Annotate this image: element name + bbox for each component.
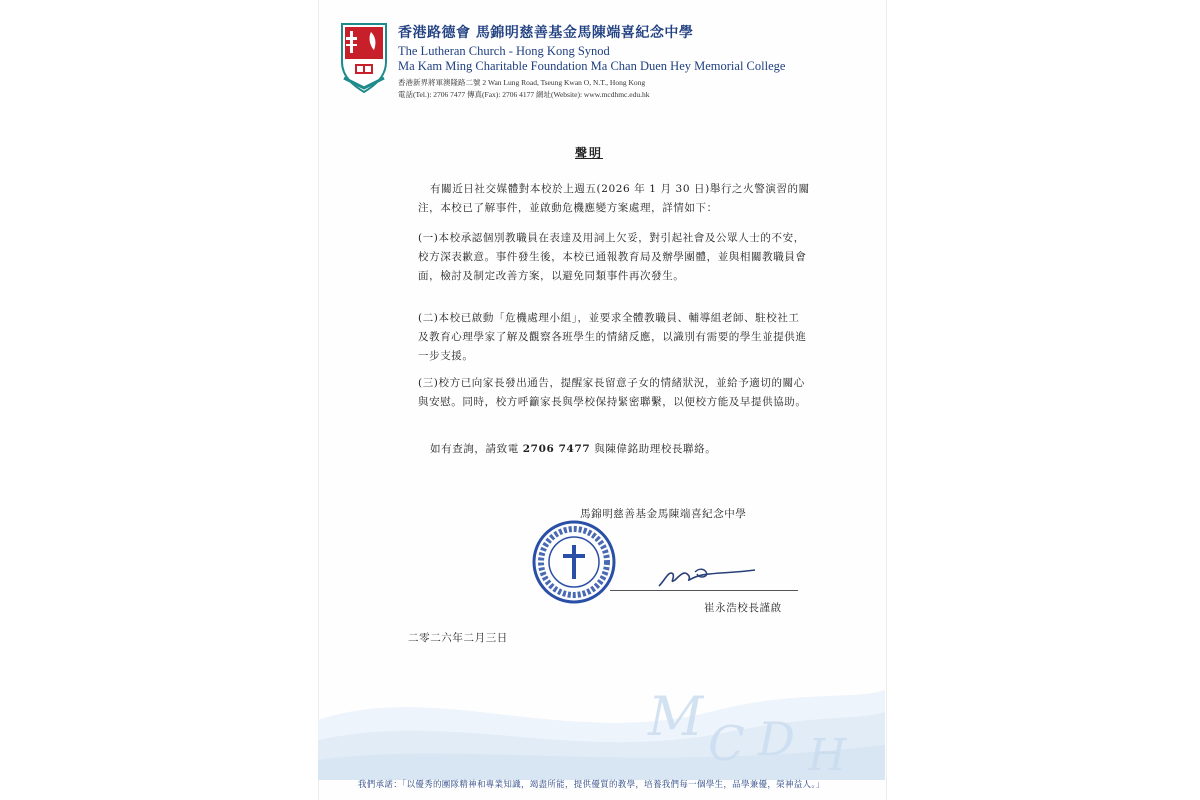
enquiry-suffix: 與陳偉銘助理校長聯絡。 [594, 443, 717, 455]
school-name-english-line1: The Lutheran Church - Hong Kong Synod [398, 44, 610, 58]
statement-title: 聲明 [575, 146, 604, 160]
school-contact-details: 電話(Tel.): 2706 7477 傳真(Fax): 2706 4177 網址(Website): www.mcdhmc.edu.hk [398, 90, 650, 99]
principal-name: 崔永浩校長謹啟 [704, 602, 782, 614]
statement-intro [418, 180, 810, 218]
statement-point-1: (一)本校承認個別教職員在表達及用詞上欠妥，對引起社會及公眾人士的不安，校方深表歉意。事件發生後，本校已通報教育局及辦學團體，並與相關教職員會面，檢討及制定改善方案，以避免同類事件再次發生。 [418, 232, 807, 282]
school-address: 香港新界將軍澳隆路二號 2 Wan Lung Road, Tseung Kwan O, N.T., Hong Kong [398, 78, 646, 87]
letter-date: 二零二六年二月三日 [408, 632, 508, 644]
school-seal-stamp [531, 519, 617, 605]
signature-line [610, 590, 798, 591]
school-name-english-line2: Ma Kam Ming Charitable Foundation Ma Chan Duen Hey Memorial College [398, 59, 786, 73]
school-crest-logo [340, 22, 388, 94]
svg-text:H: H [808, 730, 847, 780]
letterhead [398, 22, 868, 100]
school-name-chinese: 香港路德會 馬錦明慈善基金馬陳端喜紀念中學 [398, 25, 694, 41]
footer-motto: 我們承諾：「以優秀的團隊精神和專業知識，竭盡所能，提供優質的教學，培養我們每一個學生，品學兼優，榮神益人。」 [358, 780, 825, 790]
principal-signature [655, 560, 775, 590]
decorative-wave-background [318, 660, 885, 780]
svg-text:D: D [758, 712, 795, 766]
statement-point-3: (三)校方已向家長發出通告，提醒家長留意子女的情緒狀況，並給予適切的關心與安慰。同時，校方呼籲家長與學校保持緊密聯繫，以便校方能及早提供協助。 [418, 377, 807, 408]
enquiry-line [418, 440, 810, 459]
statement-point-2: (二)本校已啟動「危機處理小組」，並要求全體教職員、輔導組老師、駐校社工及教育心理學家了解及觀察各班學生的情緒反應，以識別有需要的學生並提供進一步支援。 [418, 312, 807, 362]
enquiry-phone: 2706 7477 [522, 443, 591, 455]
statement-intro-text: 有關近日社交媒體對本校於上週五(2026 年 1 月 30 日)舉行之火警演習的關注，本校已了解事件，並啟動危機應變方案處理，詳情如下： [418, 183, 810, 214]
signoff-organization: 馬錦明慈善基金馬陳端喜紀念中學 [580, 508, 747, 520]
enquiry-prefix: 如有查詢，請致電 [430, 443, 519, 455]
svg-text:C: C [708, 716, 745, 772]
svg-text:M: M [648, 685, 704, 748]
